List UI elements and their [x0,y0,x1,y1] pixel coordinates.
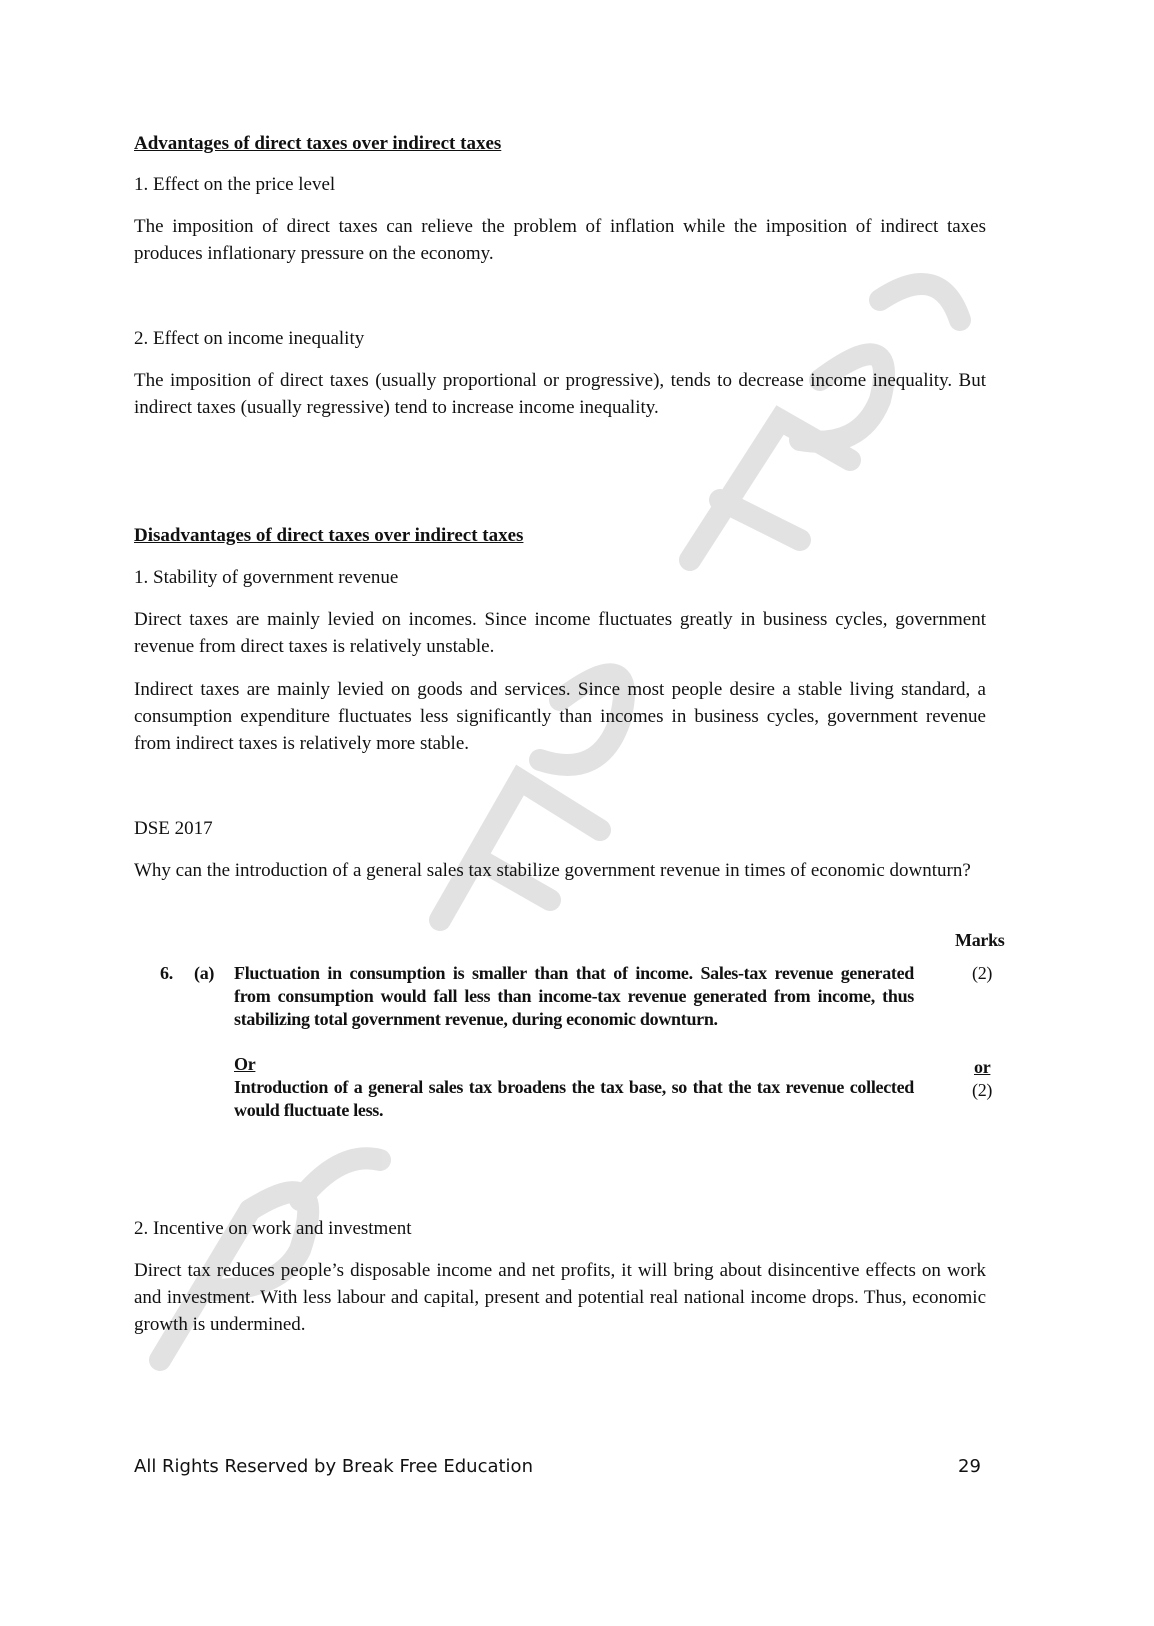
dse-label: DSE 2017 [134,818,213,839]
disadvantages-heading: Disadvantages of direct taxes over indirect taxes [134,525,524,546]
or-mark-label: or [974,1057,991,1077]
question-part: (a) [194,963,215,983]
adv2-text: The imposition of direct taxes (usually proportional or progressive), tends to decrease income inequality. But indirect taxes (usually regressive) tend to increase income inequality. [134,370,986,418]
dis2-text: Direct tax reduces people’s disposable income and net profits, it will bring about disincentive effects on work and investment. With less labour and capital, present and potential real national income drops. Thus, economic growth is undermined. [134,1260,986,1335]
mark-2: (2) [972,1080,993,1100]
answer-1: Fluctuation in consumption is smaller than that of income. Sales-tax revenue generated from consumption would fall less than income-tax revenue generated from income, thus stabilizing total government revenue, during economic downturn. [234,963,914,1029]
dse-question: Why can the introduction of a general sales tax stabilize government revenue in times of economic downturn? [134,860,971,881]
dis1-text-2: Indirect taxes are mainly levied on goods and services. Since most people desire a stable living standard, a consumption expenditure fluctuates less significantly than incomes in business cycles, government revenue from indirect taxes is relatively more stable. [134,679,986,754]
dis1-title: 1. Stability of government revenue [134,567,399,588]
mark-1: (2) [972,963,993,983]
page-number: 29 [958,1456,981,1477]
footer-copyright: All Rights Reserved by Break Free Education [134,1456,533,1477]
dis1-text-1: Direct taxes are mainly levied on incomes. Since income fluctuates greatly in business cycles, government revenue from direct taxes is relatively unstable. [134,609,986,657]
answer-block [234,962,914,1122]
adv1-text: The imposition of direct taxes can relieve the problem of inflation while the imposition of indirect taxes produces inflationary pressure on the economy. [134,216,986,264]
or-label: Or [234,1054,256,1074]
adv1-title: 1. Effect on the price level [134,174,336,195]
advantages-heading: Advantages of direct taxes over indirect taxes [134,133,502,154]
adv2-title: 2. Effect on income inequality [134,328,365,349]
question-number: 6. [160,963,173,983]
answer-2: Introduction of a general sales tax broadens the tax base, so that the tax revenue collected would fluctuate less. [234,1077,914,1120]
dis2-title: 2. Incentive on work and investment [134,1218,412,1239]
marks-header: Marks [955,930,1005,950]
